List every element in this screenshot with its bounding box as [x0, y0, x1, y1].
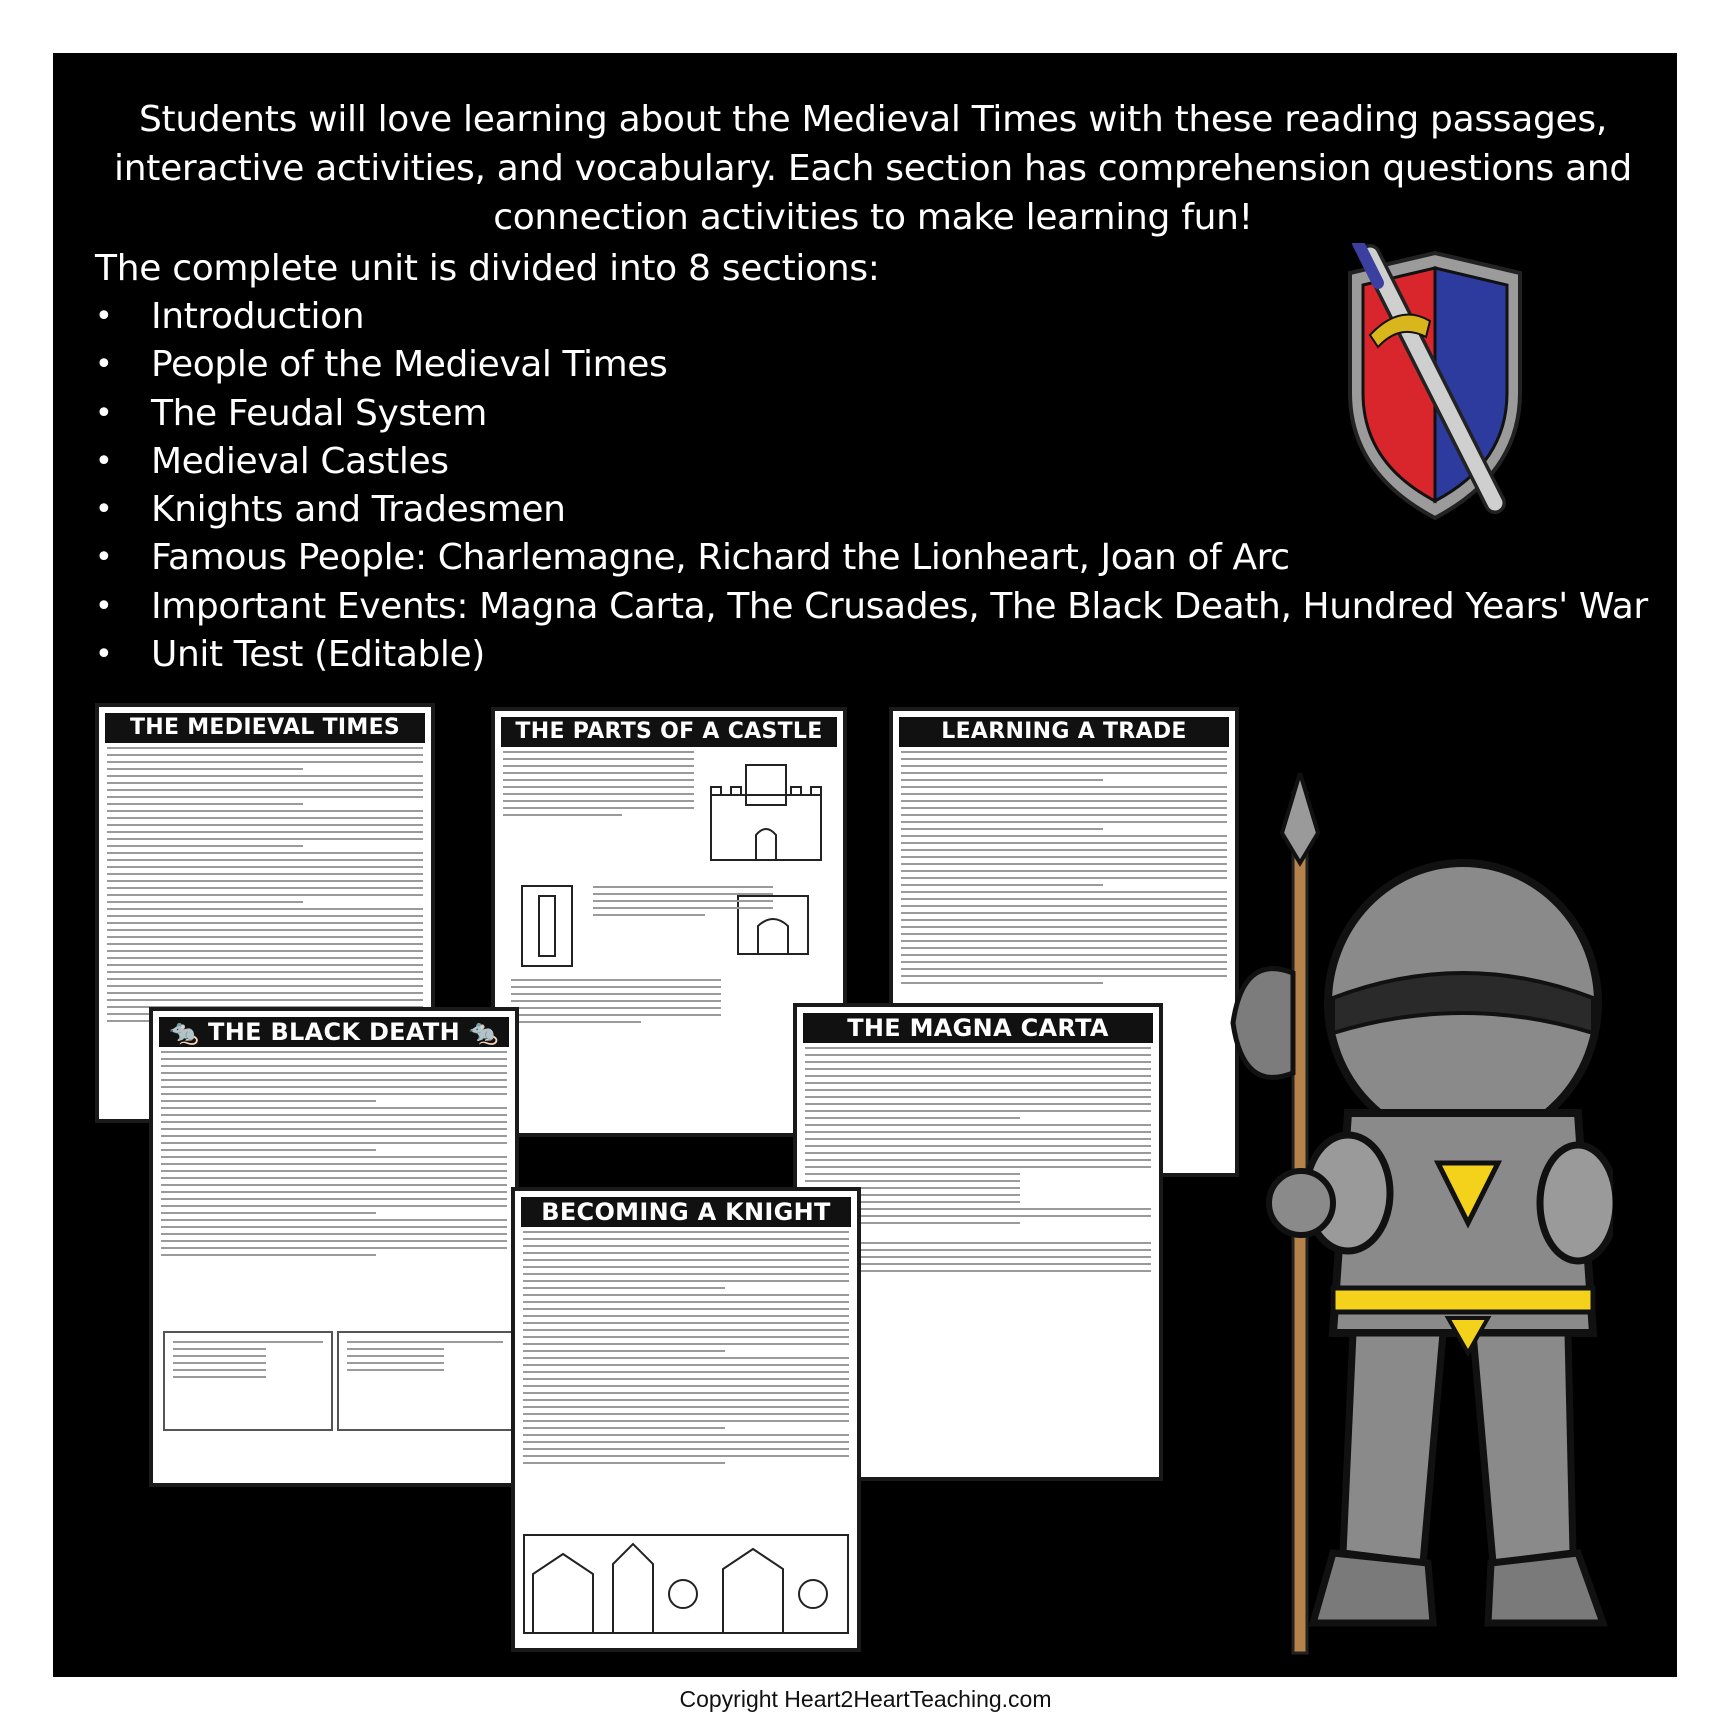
passage-text	[523, 1231, 849, 1464]
intro-line-3: connection activities to make learning fun!	[493, 197, 1253, 238]
section-item: • Knights and Tradesmen	[95, 486, 1648, 534]
passage-text	[511, 979, 721, 1028]
castle-icon	[701, 755, 831, 865]
rat-icon: 🐀	[169, 1018, 209, 1046]
section-item: • People of the Medieval Times	[95, 341, 1648, 389]
intro-line-2: interactive activities, and vocabulary. Each section has comprehension questions and	[114, 148, 1632, 189]
passage-text	[503, 751, 694, 816]
section-item: • Introduction	[95, 293, 1648, 341]
section-item: • Medieval Castles	[95, 438, 1648, 486]
village-scene-icon	[523, 1534, 849, 1634]
section-item: • Famous People: Charlemagne, Richard the Lionheart, Joan of Arc	[95, 534, 1648, 582]
rat-icon: 🐀	[459, 1018, 499, 1046]
question-box-2	[337, 1331, 513, 1431]
caption-text	[593, 886, 773, 921]
section-item: • The Feudal System	[95, 390, 1648, 438]
passage-text	[161, 1051, 507, 1256]
section-item: • Unit Test (Editable)	[95, 631, 1648, 679]
intro-text	[113, 95, 1633, 242]
product-panel	[53, 53, 1677, 1677]
page-title: LEARNING A TRADE	[899, 717, 1229, 747]
passage-text	[107, 747, 423, 1022]
units-heading: The complete unit is divided into 8 sections:	[95, 248, 880, 289]
page-title: THE MAGNA CARTA	[803, 1013, 1153, 1043]
page-title: 🐀 THE BLACK DEATH 🐀	[159, 1017, 509, 1047]
page-title: THE MEDIEVAL TIMES	[105, 713, 425, 743]
knight-with-halberd-icon	[1173, 773, 1613, 1673]
page-becoming-knight	[511, 1187, 861, 1652]
shield-sword-icon	[1330, 243, 1540, 543]
arrow-loop-icon	[517, 881, 577, 971]
question-box-1	[163, 1331, 333, 1431]
page-title: BECOMING A KNIGHT	[521, 1197, 851, 1227]
copyright-text: Copyright Heart2HeartTeaching.com	[679, 1686, 1052, 1712]
intro-line-1: Students will love learning about the Medieval Times with these reading passages,	[138, 99, 1607, 140]
page-title: THE PARTS OF A CASTLE	[501, 717, 837, 747]
section-item: • Important Events: Magna Carta, The Crusades, The Black Death, Hundred Years' War	[95, 583, 1648, 631]
page-black-death	[149, 1007, 519, 1487]
